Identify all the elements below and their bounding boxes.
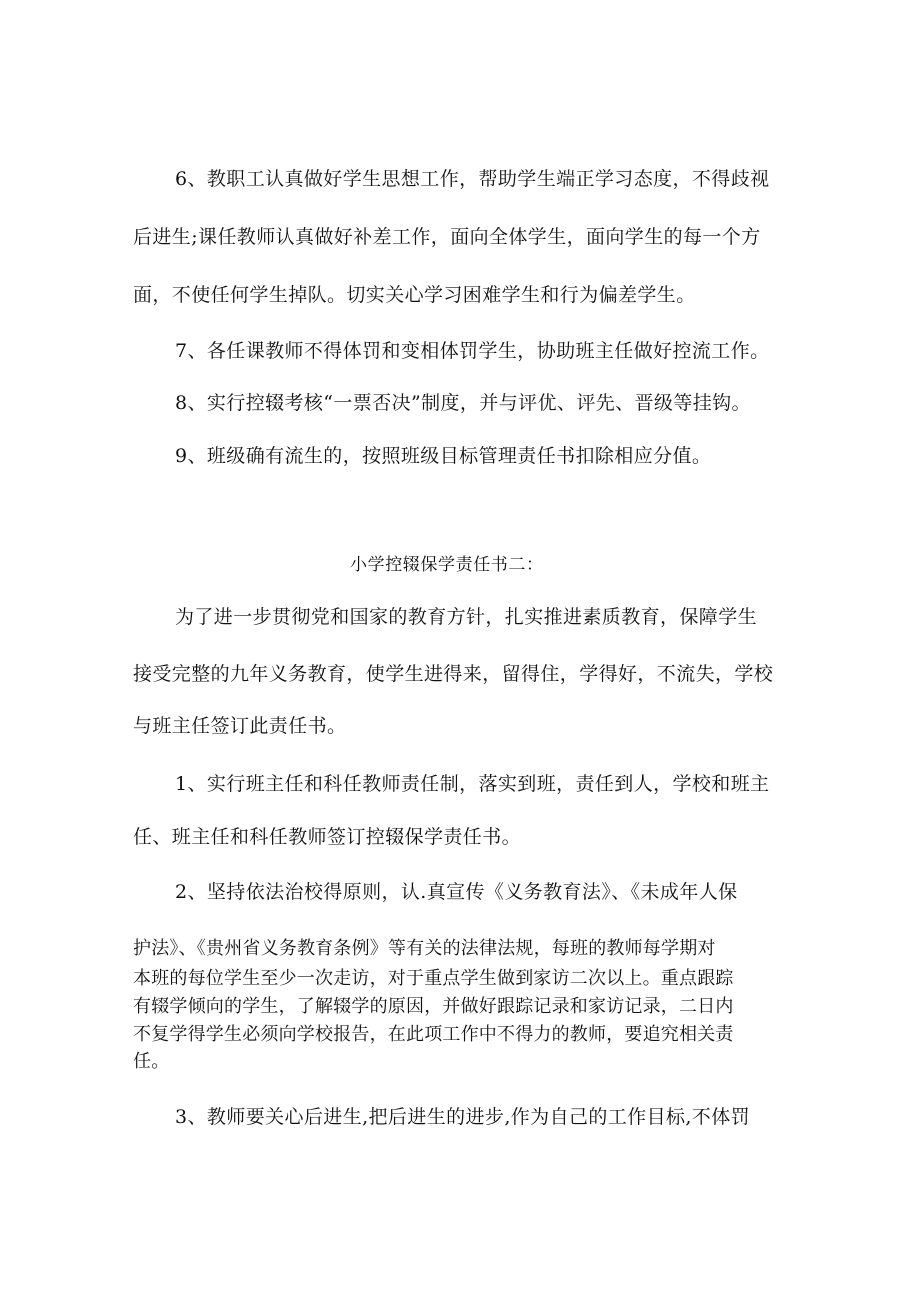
intro-line-2: 接受完整的九年义务教育，使学生进得来，留得住，学得好，不流失，学校 [133,663,774,685]
paragraph-item-6-line-3: 面，不使任何学生掉队。切实关心学习困难学生和行为偏差学生。 [133,284,696,306]
paragraph-item-8: 8、实行控辍考核“一票否决”制度，并与评优、评先、晋级等挂钩。 [175,392,751,414]
clause-3-line-1: 3、教师要关心后进生,把后进生的进步,作为自己的工作目标,不体罚 [175,1106,751,1128]
intro-line-3: 与班主任签订此责任书。 [133,715,347,737]
paragraph-item-6-line-1: 6、教职工认真做好学生思想工作，帮助学生端正学习态度，不得歧视 [175,168,770,190]
clause-2-line-3: 本班的每位学生至少一次走访，对于重点学生做到家访二次以上。重点跟踪 [133,968,734,989]
clause-2-line-6: 任。 [133,1051,170,1072]
paragraph-item-6-line-2: 后进生;课任教师认真做好补差工作，面向全体学生，面向学生的每一个方 [133,226,761,248]
clause-2-line-5: 不复学得学生必须向学校报告，在此项工作中不得力的教师，要追究相关责 [133,1024,734,1045]
clause-2-line-2: 护法》、《贵州省义务教育条例》等有关的法律法规，每班的教师每学期对 [133,938,716,959]
paragraph-item-7: 7、各任课教师不得体罚和变相体罚学生，协助班主任做好控流工作。 [175,340,770,362]
clause-1-line-2: 任、班主任和科任教师签订控辍保学责任书。 [133,826,522,848]
paragraph-item-9: 9、班级确有流生的，按照班级目标管理责任书扣除相应分值。 [175,445,712,467]
intro-line-1: 为了进一步贯彻党和国家的教育方针，扎实推进素质教育，保障学生 [175,606,758,628]
clause-2-line-1: 2、坚持依法治校得原则，认.真宣传《义务教育法》、《未成年人保 [175,881,738,903]
clause-2-line-4: 有辍学倾向的学生，了解辍学的原因，并做好跟踪记录和家访记录，二日内 [133,996,734,1017]
section-title: 小学控辍保学责任书二： [350,555,544,575]
clause-1-line-1: 1、实行班主任和科任教师责任制，落实到班，责任到人，学校和班主 [175,773,770,795]
